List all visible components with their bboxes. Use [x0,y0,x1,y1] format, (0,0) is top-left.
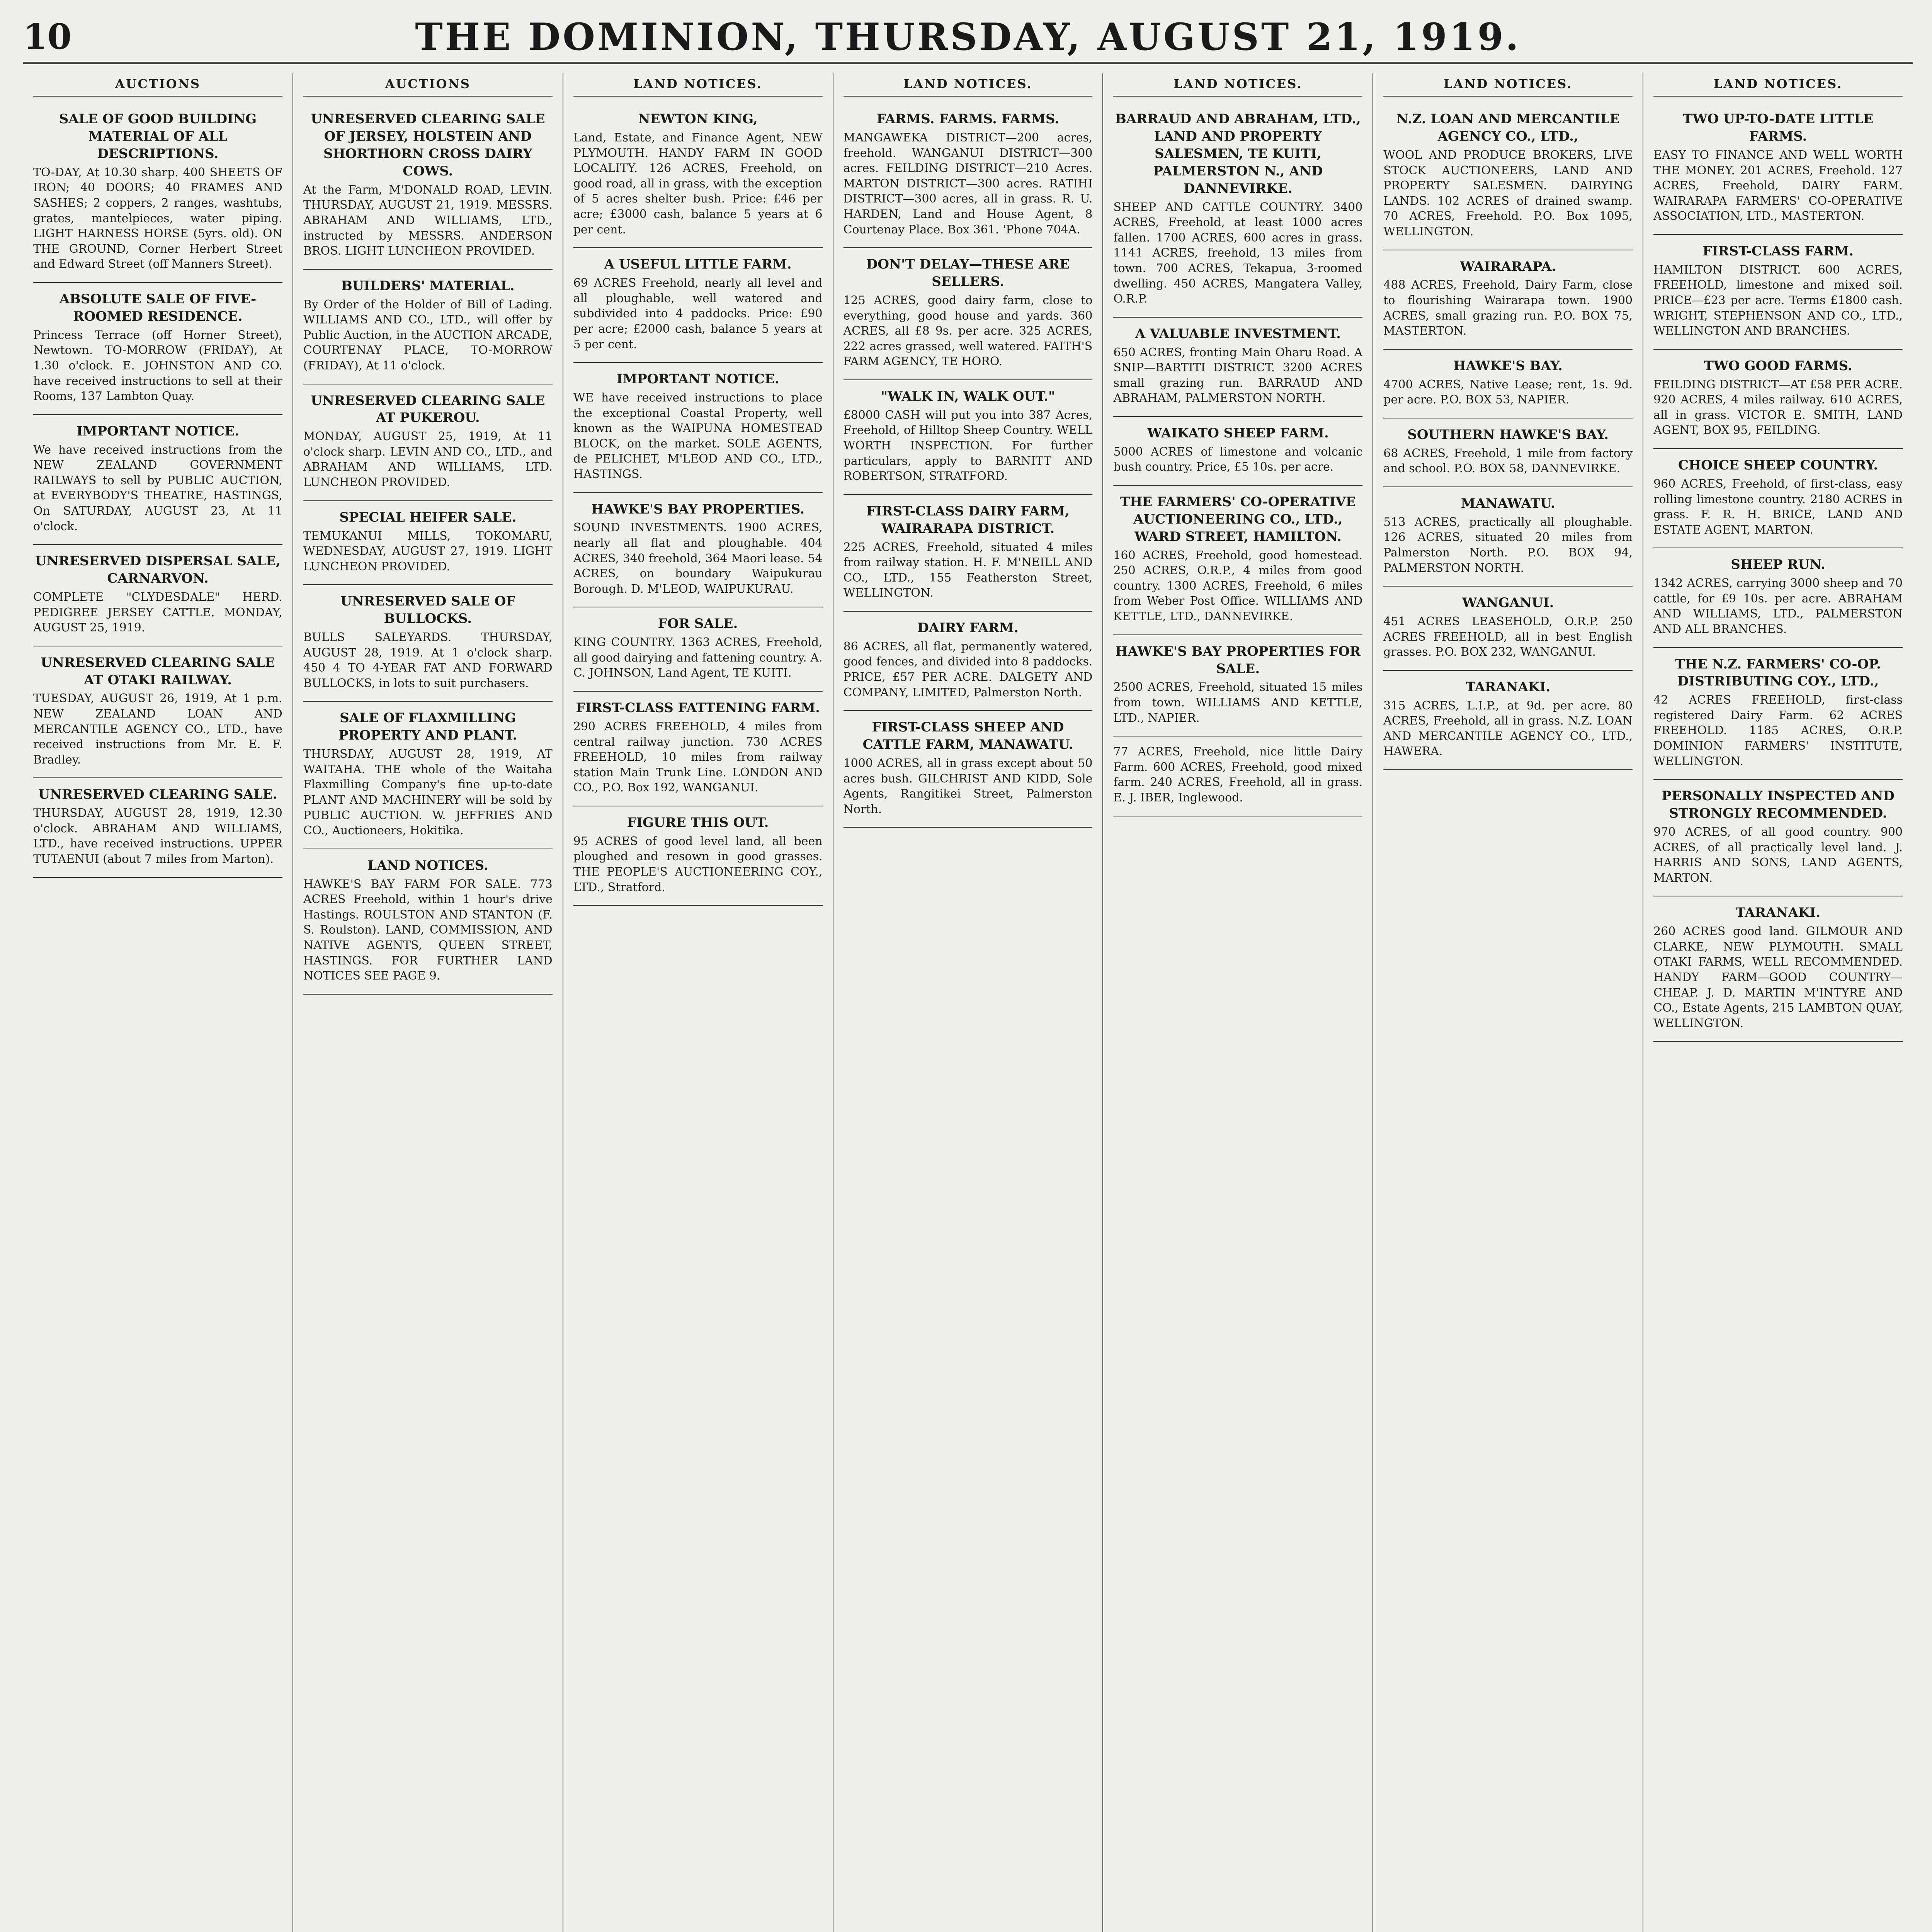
ad-title: N.Z. LOAN AND MERCANTILE AGENCY CO., LTD., [1396,111,1620,145]
advertisement [1653,648,1903,780]
column-5 [1103,73,1373,1932]
advertisement [573,363,823,493]
ad-title: TARANAKI. [1466,679,1551,695]
ad-body: 160 ACRES, Freehold, good homestead. 250 ACRES, O.R.P., 4 miles from good country. 1300 ACRES, Freehold, 6 miles from Weber Post Office. WILLIAMS AND KETTLE, LTD., DANNEVIRKE. [1113,548,1363,624]
ad-title: WANGANUI. [1462,595,1554,611]
ad-title: FIRST-CLASS SHEEP AND CATTLE FARM, MANAWATU. [862,719,1073,753]
ad-body: HAMILTON DISTRICT. 600 ACRES, FREEHOLD, limestone and mixed soil. PRICE—£23 per acre. Terms £1800 cash. WRIGHT, STEPHENSON AND CO., LTD., WELLINGTON AND BRANCHES. [1653,263,1903,338]
column-heading: LAND NOTICES. [1383,73,1633,97]
ad-title: UNRESERVED SALE OF BULLOCKS. [340,594,515,627]
ad-title: HAWKE'S BAY. [1453,358,1563,374]
ad-title: THE FARMERS' CO-OPERATIVE AUCTIONEERING CO., LTD., WARD STREET, HAMILTON. [1120,494,1356,544]
ad-body: 451 ACRES LEASEHOLD, O.R.P. 250 ACRES FREEHOLD, all in best English grasses. P.O. BOX 232, WANGANUI. [1383,615,1633,659]
ad-title: UNRESERVED CLEARING SALE AT OTAKI RAILWAY. [41,655,275,688]
advertisement [844,612,1093,711]
advertisement [573,806,823,906]
ad-title: SHEEP RUN. [1731,557,1825,573]
ad-title: "WALK IN, WALK OUT." [881,388,1055,404]
ad-body: 315 ACRES, L.I.P., at 9d. per acre. 80 ACRES, Freehold, all in grass. N.Z. LOAN AND MERCANTILE AGENCY CO., LTD., HAWERA. [1383,699,1633,759]
ad-body: THURSDAY, AUGUST 28, 1919, AT WAITAHA. THE whole of the Waitaha Flaxmilling Company's fine up-to-date PLANT AND MACHINERY will be sold by PUBLIC AUCTION. W. JEFFRIES AND CO., Auctioneers, Hokitika. [303,747,553,838]
ad-title: TWO GOOD FARMS. [1704,358,1852,374]
advertisement [573,248,823,363]
column-3 [563,73,833,1932]
ad-body: 513 ACRES, practically all ploughable. 126 ACRES, situated 20 miles from Palmerston North. P.O. BOX 94, PALMERSTON NORTH. [1383,515,1633,575]
ad-body: SHEEP AND CATTLE COUNTRY. 3400 ACRES, Freehold, at least 1000 acres fallen. 1700 ACRES, 600 acres in grass. 1141 ACRES, freehold, 13 miles from town. 700 ACRES, Tekapua, 3-roomed dwelling. 450 ACRES, Mangatera Valley, O.R.P. [1113,200,1363,306]
advertisement [1113,736,1362,816]
ad-title: UNRESERVED DISPERSAL SALE, CARNARVON. [35,553,281,587]
ad-body: 68 ACRES, Freehold, 1 mile from factory and school. P.O. BOX 58, DANNEVIRKE. [1383,446,1633,476]
ad-title: A USEFUL LITTLE FARM. [604,257,792,272]
ad-body: BULLS SALEYARDS. THURSDAY, AUGUST 28, 1919. At 1 o'clock sharp. 450 4 TO 4-YEAR FAT AND FORWARD BULLOCKS, in lots to suit purchasers. [303,631,553,690]
ad-body: 260 ACRES good land. GILMOUR AND CLARKE, NEW PLYMOUTH. SMALL OTAKI FARMS, WELL RECOMMENDED. HANDY FARM—GOOD COUNTRY—CHEAP. J. D. MARTIN M'INTYRE AND CO., Estate Agents, 215 LAMBTON QUAY, WELLINGTON. [1653,925,1903,1030]
advertisement [844,495,1093,612]
advertisement [844,711,1093,828]
ad-title: MANAWATU. [1461,495,1555,511]
column-1 [23,73,293,1932]
advertisement [1113,417,1362,486]
ad-body: FEILDING DISTRICT—AT £58 PER ACRE. 920 ACRES, 4 miles railway. 610 ACRES, all in grass. VICTOR E. SMITH, LAND AGENT, BOX 95, FEILDING. [1653,378,1903,437]
ad-title: LAND NOTICES. [367,857,488,873]
advertisement [1653,103,1903,235]
advertisement [1113,318,1362,417]
ad-body: By Order of the Holder of Bill of Lading. WILLIAMS AND CO., LTD., will offer by Public Auction, in the AUCTION ARCADE, COURTENAY PLACE, TO-MORROW (FRIDAY), At 11 o'clock. [303,298,553,372]
page-number: 10 [23,16,72,57]
ad-body: MONDAY, AUGUST 25, 1919, At 11 o'clock sharp. LEVIN AND CO., LTD., and ABRAHAM AND WILLIAMS, LTD. LUNCHEON PROVIDED. [303,430,553,490]
ad-title: FOR SALE. [658,616,738,632]
advertisement [573,103,823,248]
ad-title: FIRST-CLASS FATTENING FARM. [576,700,820,716]
ad-title: FIGURE THIS OUT. [627,815,769,830]
ad-body: 69 ACRES Freehold, nearly all level and all ploughable, well watered and subdivided into 4 paddocks. Price: £90 per acre; £2000 cash, balance 5 years at 5 per cent. [573,276,823,351]
ad-body: 5000 ACRES of limestone and volcanic bush country. Price, £5 10s. per acre. [1113,445,1363,474]
ad-body: HAWKE'S BAY FARM FOR SALE. 773 ACRES Freehold, within 1 hour's drive Hastings. ROULSTON AND STANTON (F. S. Roulston). LAND, COMMISSION, AND NATIVE AGENTS, QUEEN STREET, HASTINGS. FOR FURTHER LAND NOTICES SEE PAGE 9. [303,877,553,983]
masthead [23,12,1913,64]
column-heading: AUCTIONS [33,73,282,97]
advertisement [1113,486,1362,635]
ad-title: WAIKATO SHEEP FARM. [1147,425,1329,441]
ad-title: TWO UP-TO-DATE LITTLE FARMS. [1683,111,1874,145]
columns-container [23,73,1913,1932]
ad-title: CHOICE SHEEP COUNTRY. [1678,457,1878,473]
advertisement [844,380,1093,495]
ad-title: A VALUABLE INVESTMENT. [1135,326,1341,342]
column-heading: LAND NOTICES. [573,73,823,97]
advertisement [844,248,1093,380]
ad-body: MANGAWEKA DISTRICT—200 acres, freehold. WANGANUI DISTRICT—300 acres. FEILDING DISTRICT—210 Acres. MARTON DISTRICT—300 acres. RATIHI DISTRICT—300 acres, all in grass. R. U. HARDEN, Land and House Agent, 8 Courtenay Place. Box 361. 'Phone 704A. [843,131,1093,236]
advertisement [573,692,823,806]
ad-title: SPECIAL HEIFER SALE. [339,509,517,525]
ad-title: ABSOLUTE SALE OF FIVE-ROOMED RESIDENCE. [59,291,257,324]
ad-body: 1342 ACRES, carrying 3000 sheep and 70 cattle, for £9 10s. per acre. ABRAHAM AND WILLIAMS, LTD., PALMERSTON AND ALL BRANCHES. [1653,577,1903,636]
advertisement [33,646,282,779]
ad-body: SOUND INVESTMENTS. 1900 ACRES, nearly all flat and ploughable. 404 ACRES, 340 freehold, 364 Maori lease. 54 ACRES, on boundary Waipukurau Borough. D. M'LEOD, WAIPUKURAU. [573,521,823,596]
advertisement [1653,896,1903,1042]
ad-title: IMPORTANT NOTICE. [616,371,779,387]
ad-title: FIRST-CLASS FARM. [1702,243,1854,259]
ad-body: 970 ACRES, of all good country. 900 ACRES, of all practically level land. J. HARRIS AND SONS, LAND AGENTS, MARTON. [1653,825,1903,885]
ad-title: FIRST-CLASS DAIRY FARM, WAIRARAPA DISTRICT. [866,503,1070,536]
ad-body: WE have received instructions to place the exceptional Coastal Property, well known as the WAIPUNA HOMESTEAD BLOCK, on the market. SOLE AGENTS, de PELICHET, M'LEOD AND CO., LTD., HASTINGS. [573,391,823,481]
advertisement [303,103,553,269]
column-4 [833,73,1104,1932]
ad-body: 4700 ACRES, Native Lease; rent, 1s. 9d. per acre. P.O. BOX 53, NAPIER. [1383,378,1633,407]
ad-body: 225 ACRES, Freehold, situated 4 miles from railway station. H. F. M'NEILL AND CO., LTD., 155 Featherston Street, WELLINGTON. [843,540,1093,600]
ad-title: HAWKE'S BAY PROPERTIES FOR SALE. [1115,643,1361,677]
advertisement [303,270,553,384]
advertisement [1383,250,1633,350]
advertisement [573,607,823,692]
column-heading: AUCTIONS [303,73,553,97]
advertisement [303,585,553,702]
ad-title: SOUTHERN HAWKE'S BAY. [1407,427,1609,442]
advertisement [33,778,282,878]
ad-body: £8000 CASH will put you into 387 Acres, Freehold, of Hilltop Sheep Country. WELL WORTH INSPECTION. For further particulars, apply to BARNITT AND ROBERTSON, STRATFORD. [843,408,1093,483]
advertisement [33,415,282,545]
column-heading: LAND NOTICES. [844,73,1093,97]
ad-body: WOOL AND PRODUCE BROKERS, LIVE STOCK AUCTIONEERS, LAND AND PROPERTY SALESMEN. DAIRYING LANDS. 102 ACRES of drained swamp. 70 ACRES, Freehold. P.O. Box 1095, WELLINGTON. [1383,148,1633,238]
advertisement [1383,350,1633,418]
column-heading: LAND NOTICES. [1113,73,1362,97]
advertisement [1383,487,1633,587]
advertisement [1113,103,1362,318]
ad-body: 488 ACRES, Freehold, Dairy Farm, close to flourishing Wairarapa town. 1900 ACRES, small grazing run. P.O. BOX 75, MASTERTON. [1383,278,1633,338]
ad-body: TUESDAY, AUGUST 26, 1919, At 1 p.m. NEW ZEALAND LOAN AND MERCANTILE AGENCY CO., LTD., have received instructions from Mr. E. F. Bradley. [33,692,282,767]
column-6 [1373,73,1643,1932]
advertisement [1113,635,1362,737]
ad-body: 77 ACRES, Freehold, nice little Dairy Farm. 600 ACRES, Freehold, good mixed farm. 240 ACRES, Freehold, all in grass. E. J. IBER, Inglewood. [1113,745,1363,804]
ad-title: WAIRARAPA. [1460,259,1556,274]
advertisement [33,283,282,415]
ad-title: BARRAUD AND ABRAHAM, LTD., LAND AND PROPERTY SALESMEN, TE KUITI, PALMERSTON N., AND DANNEVIRKE. [1115,111,1361,196]
advertisement [303,702,553,849]
ad-title: TARANAKI. [1735,905,1821,921]
advertisement [1383,103,1633,250]
ad-body: Princess Terrace (off Horner Street), Newtown. TO-MORROW (FRIDAY), At 1.30 o'clock. E. JOHNSTON AND CO. have received instructions to sell at their Rooms, 137 Lambton Quay. [33,328,282,403]
ad-title: UNRESERVED CLEARING SALE OF JERSEY, HOLSTEIN AND SHORTHORN CROSS DAIRY COWS. [311,111,545,179]
advertisement [1653,350,1903,449]
advertisement [303,384,553,501]
advertisement [1383,671,1633,770]
ad-body: 86 ACRES, all flat, permanently watered, good fences, and divided into 8 paddocks. PRICE, £57 PER ACRE. DALGETY AND COMPANY, LIMITED, Palmerston North. [843,639,1093,699]
ad-body: 650 ACRES, fronting Main Oharu Road. A SNIP—BARTITI DISTRICT. 3200 ACRES small grazing run. BARRAUD AND ABRAHAM, PALMERSTON NORTH. [1113,345,1363,405]
ad-body: THURSDAY, AUGUST 28, 1919, 12.30 o'clock. ABRAHAM AND WILLIAMS, LTD., have received instructions. UPPER TUTAENUI (about 7 miles from Marton). [33,806,282,866]
ad-title: UNRESERVED CLEARING SALE AT PUKEROU. [311,393,545,426]
ad-title: FARMS. FARMS. FARMS. [876,111,1060,127]
ad-body: 2500 ACRES, Freehold, situated 15 miles from town. WILLIAMS AND KETTLE, LTD., NAPIER. [1113,680,1363,725]
column-7 [1643,73,1913,1932]
ad-title: DON'T DELAY—THESE ARE SELLERS. [866,257,1070,290]
ad-body: EASY TO FINANCE AND WELL WORTH THE MONEY. 201 ACRES, Freehold. 127 ACRES, Freehold, DAIRY FARM. WAIRARAPA FARMERS' CO-OPERATIVE ASSOCIATION, LTD., MASTERTON. [1653,148,1903,223]
advertisement [1383,587,1633,671]
ad-title: BUILDERS' MATERIAL. [341,278,515,294]
advertisement [1653,235,1903,350]
ad-body: 125 ACRES, good dairy farm, close to everything, good house and yards. 360 ACRES, all £8 9s. per acre. 325 ACRES, 222 acres grassed, well watered. FAITH'S FARM AGENCY, TE HORO. [843,294,1093,369]
column-2 [293,73,563,1932]
advertisement [844,103,1093,248]
advertisement [1653,780,1903,896]
ad-body: Land, Estate, and Finance Agent, NEW PLYMOUTH. HANDY FARM IN GOOD LOCALITY. 126 ACRES, Freehold, on good road, all in grass, with the exception of 5 acres shelter bush. Price: £46 per acre; £3000 cash, balance 5 years at 6 per cent. [573,131,823,236]
ad-title: NEWTON KING, [638,111,758,127]
ad-title: IMPORTANT NOTICE. [76,423,239,439]
ad-body: We have received instructions from the NEW ZEALAND GOVERNMENT RAILWAYS to sell by PUBLIC AUCTION, at EVERYBODY'S THEATRE, HASTINGS, On SATURDAY, AUGUST 23, At 11 o'clock. [33,443,282,533]
ad-body: 42 ACRES FREEHOLD, first-class registered Dairy Farm. 62 ACRES FREEHOLD. 1185 ACRES, O.R.P. DOMINION FARMERS' INSTITUTE, WELLINGTON. [1653,693,1903,768]
ad-title: DAIRY FARM. [917,620,1019,636]
ad-body: At the Farm, M'DONALD ROAD, LEVIN. THURSDAY, AUGUST 21, 1919. MESSRS. ABRAHAM AND WILLIAMS, LTD., instructed by MESSRS. ANDERSON BROS. LIGHT LUNCHEON PROVIDED. [303,183,553,258]
advertisement [303,849,553,995]
ad-body: 95 ACRES of good level land, all been ploughed and resown in good grasses. THE PEOPLE'S AUCTIONEERING COY., LTD., Stratford. [573,834,823,894]
ad-body: 1000 ACRES, all in grass except about 50 acres bush. GILCHRIST AND KIDD, Sole Agents, Rangitikei Street, Palmerston North. [843,756,1093,816]
ad-title: HAWKE'S BAY PROPERTIES. [591,501,804,517]
advertisement [573,493,823,608]
ad-body: TEMUKANUI MILLS, TOKOMARU, WEDNESDAY, AUGUST 27, 1919. LIGHT LUNCHEON PROVIDED. [303,529,553,573]
advertisement [1653,449,1903,548]
advertisement [33,103,282,283]
ad-title: SALE OF GOOD BUILDING MATERIAL OF ALL DESCRIPTIONS. [59,111,257,162]
ad-title: UNRESERVED CLEARING SALE. [38,787,277,803]
ad-title: SALE OF FLAXMILLING PROPERTY AND PLANT. [338,710,517,743]
advertisement [303,501,553,585]
newspaper-title: THE DOMINION, THURSDAY, AUGUST 21, 1919. [415,15,1521,59]
ad-body: 960 ACRES, Freehold, of first-class, easy rolling limestone country. 2180 ACRES in grass. F. R. H. BRICE, LAND AND ESTATE AGENT, MARTON. [1653,477,1903,537]
ad-body: 290 ACRES FREEHOLD, 4 miles from central railway junction. 730 ACRES FREEHOLD, 10 miles from railway station Main Trunk Line. LONDON AND CO., P.O. Box 192, WANGANUI. [573,719,823,795]
advertisement [1383,418,1633,487]
ad-body: TO-DAY, At 10.30 sharp. 400 SHEETS OF IRON; 40 DOORS; 40 FRAMES AND SASHES; 2 coppers, 2 ranges, washtubs, grates, mantelpieces, water piping. LIGHT HARNESS HORSE (5yrs. old). ON THE GROUND, Corner Herbert Street and Edward Street (off Manners Street). [33,165,282,271]
ad-body: COMPLETE "CLYDESDALE" HERD. PEDIGREE JERSEY CATTLE. MONDAY, AUGUST 25, 1919. [33,590,282,635]
column-heading: LAND NOTICES. [1653,73,1903,97]
ad-title: THE N.Z. FARMERS' CO-OP. DISTRIBUTING COY., LTD., [1675,656,1881,689]
ad-body: KING COUNTRY. 1363 ACRES, Freehold, all good dairying and fattening country. A. C. JOHNSON, Land Agent, TE KUITI. [573,636,823,680]
ad-title: PERSONALLY INSPECTED AND STRONGLY RECOMMENDED. [1662,788,1895,821]
advertisement [33,545,282,646]
advertisement [1653,548,1903,648]
